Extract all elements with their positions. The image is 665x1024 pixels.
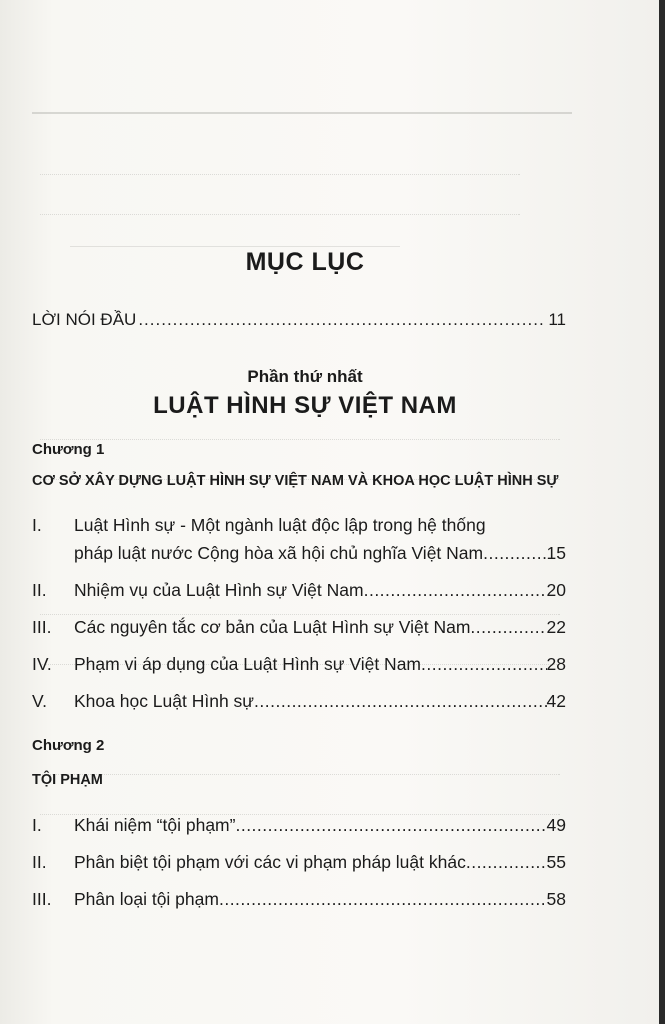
item-number: I. (32, 515, 42, 535)
toc-page-number: 11 (548, 310, 566, 329)
item-line-2 (74, 543, 566, 564)
chapter-1-label: Chương 1 (32, 441, 105, 458)
item-number: II. (32, 580, 47, 600)
item-number: V. (32, 691, 47, 711)
toc-page-number: 22 (546, 617, 566, 637)
chapter-2-label: Chương 2 (32, 737, 105, 754)
toc-entry-label: Phân loại tội phạm (74, 889, 219, 909)
toc-page-number: 49 (546, 815, 566, 835)
leader-dots (364, 580, 547, 601)
leader-dots (421, 654, 547, 675)
toc-entry-1-3[interactable] (32, 617, 566, 643)
toc-entry-label: Phân biệt tội phạm với các vi phạm pháp luật khác (74, 852, 466, 872)
toc-page-number: 20 (546, 580, 566, 600)
toc-entry-1-2[interactable] (32, 580, 566, 606)
leader-dots (470, 617, 546, 638)
item-line-1 (74, 515, 566, 536)
toc-entry-1-5[interactable] (32, 691, 566, 717)
toc-entry-label: Phạm vi áp dụng của Luật Hình sự Việt Nam (74, 654, 422, 674)
chapter-1-title: CƠ SỞ XÂY DỰNG LUẬT HÌNH SỰ VIỆT NAM VÀ KHOA HỌC LUẬT HÌNH SỰ (32, 473, 559, 489)
toc-entry-label: Luật Hình sự - Một ngành luật độc lập trong hệ thống (74, 515, 486, 535)
page-title: MỤC LỤC (245, 248, 365, 276)
toc-entry-label: Nhiệm vụ của Luật Hình sự Việt Nam (74, 580, 364, 600)
leader-dots (138, 310, 546, 330)
toc-page-number: 15 (546, 543, 566, 563)
part-label: Phần thứ nhất (247, 367, 363, 386)
toc-page-number: 42 (546, 691, 566, 711)
chapter-2-title: TỘI PHẠM (32, 772, 103, 788)
item-number: II. (32, 852, 47, 872)
item-number: III. (32, 617, 52, 637)
toc-entry-2-1[interactable] (32, 815, 566, 841)
toc-entry-preface[interactable] (32, 310, 566, 330)
toc-page-number: 58 (546, 889, 566, 909)
item-number: IV. (32, 654, 52, 674)
toc-entry-2-2[interactable] (32, 852, 566, 878)
item-number: III. (32, 889, 52, 909)
leader-dots (483, 543, 546, 564)
toc-entry-label: Khái niệm “tội phạm” (74, 815, 236, 835)
toc-entry-label: LỜI NÓI ĐẦU (32, 310, 137, 329)
part-title: LUẬT HÌNH SỰ VIỆT NAM (153, 392, 457, 419)
leader-dots (219, 889, 547, 910)
toc-entry-1-1[interactable] (32, 515, 566, 567)
toc-entry-label: Khoa học Luật Hình sự (74, 691, 255, 711)
toc-page-number: 28 (546, 654, 566, 674)
toc-entry-1-4[interactable] (32, 654, 566, 680)
toc-entry-2-3[interactable] (32, 889, 566, 915)
toc-page-number: 55 (546, 852, 566, 872)
leader-dots (235, 815, 546, 836)
item-number: I. (32, 815, 42, 835)
leader-dots (254, 691, 547, 712)
leader-dots (466, 852, 547, 873)
toc-entry-label-cont: pháp luật nước Cộng hòa xã hội chủ nghĩa Việt Nam (74, 543, 484, 563)
toc-entry-label: Các nguyên tắc cơ bản của Luật Hình sự Việt Nam (74, 617, 471, 637)
